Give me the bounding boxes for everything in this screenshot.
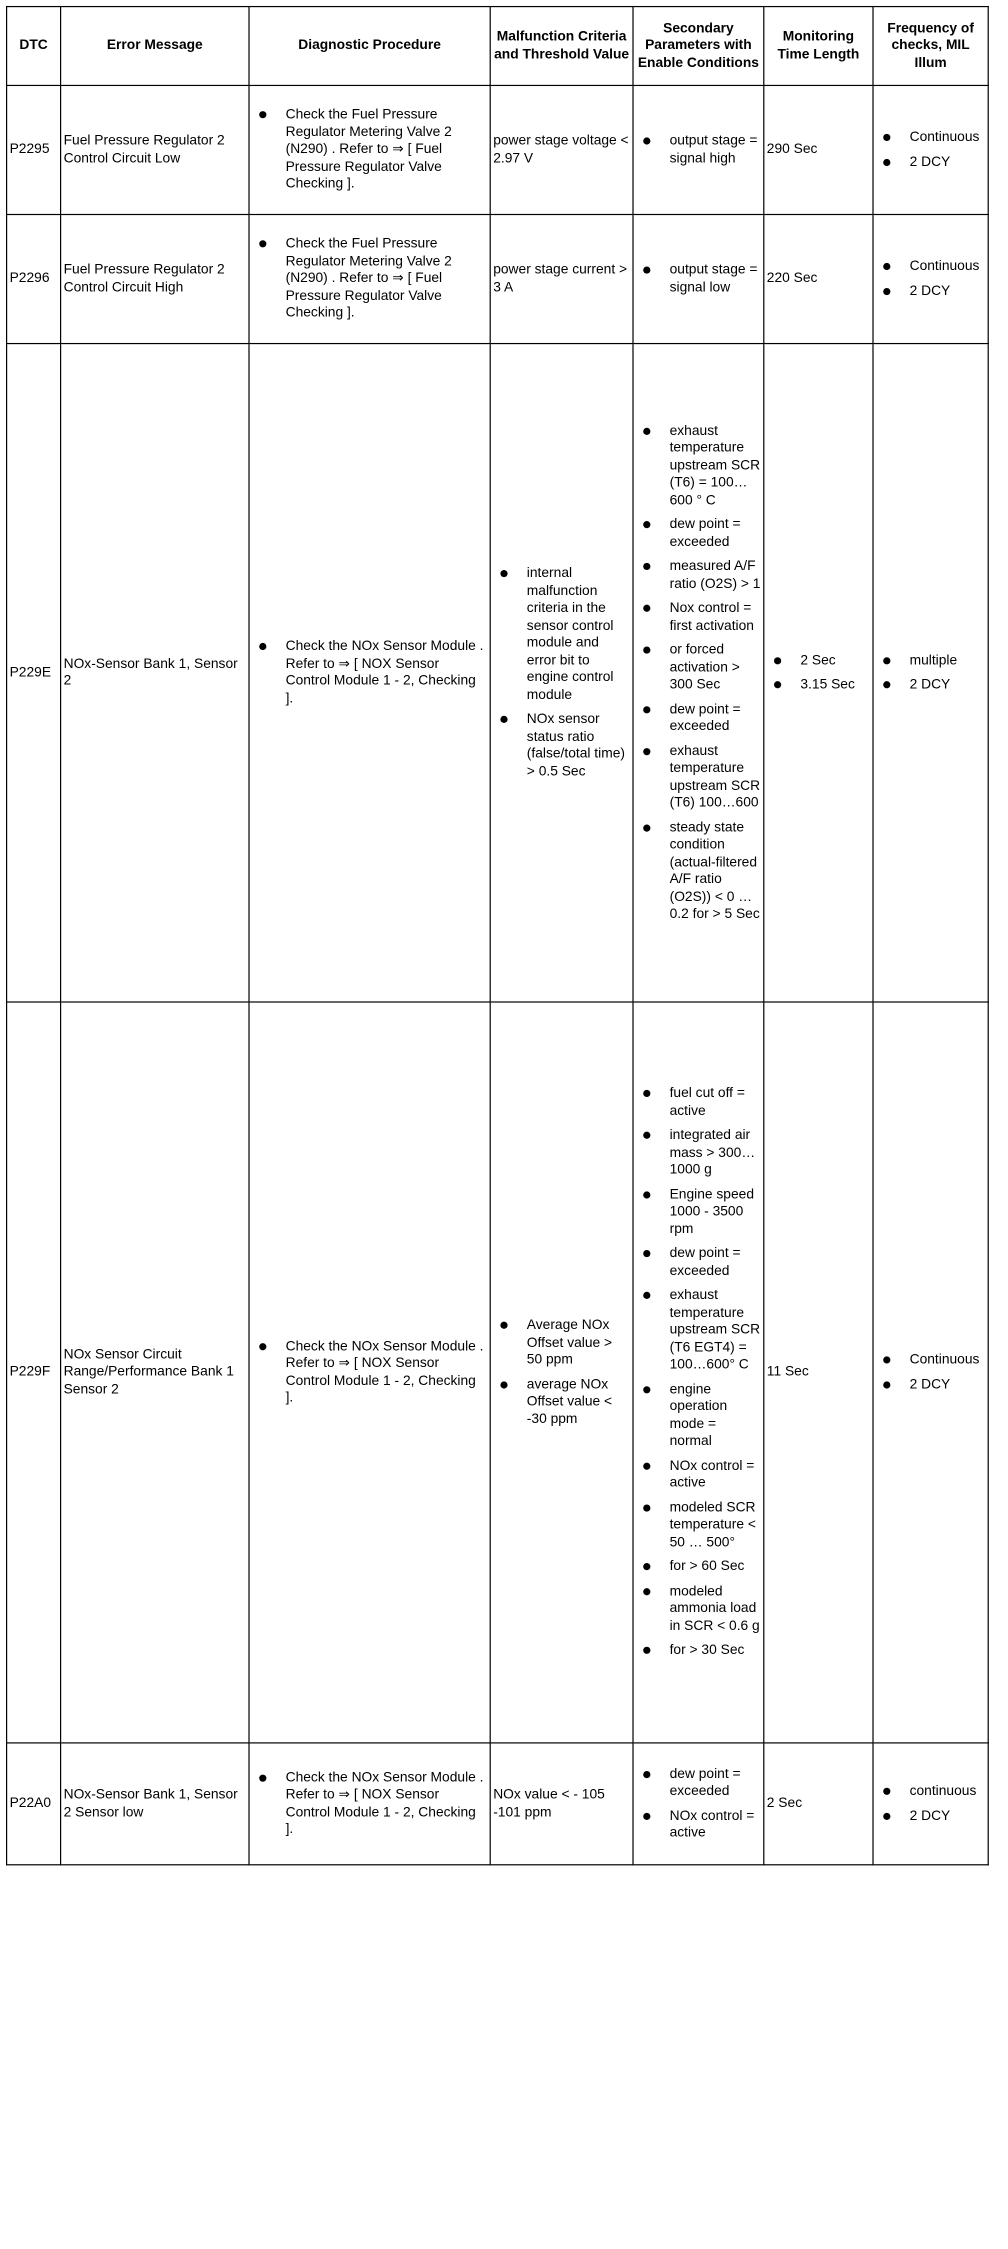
col-header-dtc: DTC (7, 7, 61, 86)
list-item: 3.15 Sec (772, 676, 870, 693)
malfunction-list (493, 1317, 630, 1428)
list-item: dew point = exceeded (641, 1766, 761, 1801)
secondary-list (636, 1766, 761, 1842)
dtc-code: P2295 (7, 85, 61, 214)
table-row (7, 85, 989, 214)
error-message: Fuel Pressure Regulator 2 Control Circuit High (61, 215, 249, 344)
table-row (7, 1002, 989, 1743)
table-row (7, 1743, 989, 1865)
malfunction-criteria (490, 1002, 633, 1743)
monitoring-time (764, 344, 873, 1002)
frequency-of-checks (873, 215, 988, 344)
list-item: modeled ammonia load in SCR < 0.6 g (641, 1583, 761, 1635)
list-item: Continuous (881, 1352, 985, 1369)
list-item: steady state condition (actual-filtered A/F ratio (O2S)) < 0 … 0.2 for > 5 Sec (641, 819, 761, 923)
diagnostic-procedure (249, 1743, 490, 1865)
diagnostic-procedure (249, 344, 490, 1002)
dtc-table (6, 6, 989, 1865)
table-row (7, 215, 989, 344)
monitoring-time: 220 Sec (764, 215, 873, 344)
list-item: integrated air mass > 300…1000 g (641, 1127, 761, 1179)
list-item: for > 30 Sec (641, 1642, 761, 1659)
error-message: Fuel Pressure Regulator 2 Control Circuit Low (61, 85, 249, 214)
procedure-list (252, 1769, 487, 1838)
list-item: average NOx Offset value < -30 ppm (498, 1376, 630, 1428)
malfunction-criteria: NOx value < - 105 -101 ppm (490, 1743, 633, 1865)
frequency-list (876, 129, 985, 171)
dtc-code: P229F (7, 1002, 61, 1743)
error-message: NOx Sensor Circuit Range/Performance Bank 1 Sensor 2 (61, 1002, 249, 1743)
secondary-parameters (633, 85, 764, 214)
monitoring-time: 290 Sec (764, 85, 873, 214)
list-item: exhaust temperature upstream SCR (T6) = 100…600 ° C (641, 422, 761, 509)
secondary-list (636, 1085, 761, 1659)
list-item: Average NOx Offset value > 50 ppm (498, 1317, 630, 1369)
secondary-parameters (633, 215, 764, 344)
malfunction-criteria: power stage voltage < 2.97 V (490, 85, 633, 214)
list-item: 2 DCY (881, 154, 985, 171)
list-item: Engine speed 1000 - 3500 rpm (641, 1186, 761, 1238)
error-message: NOx-Sensor Bank 1, Sensor 2 (61, 344, 249, 1002)
list-item: 2 DCY (881, 676, 985, 693)
list-item: 2 DCY (881, 1807, 985, 1824)
list-item: continuous (881, 1783, 985, 1800)
col-header-malfunction-criteria: Malfunction Criteria and Threshold Value (490, 7, 633, 86)
secondary-list (636, 133, 761, 168)
list-item: Check the NOx Sensor Module . Refer to ⇒ [ NOX Sensor Control Module 1 - 2, Checking ]. (257, 638, 487, 707)
list-item: Check the NOx Sensor Module . Refer to ⇒ [ NOX Sensor Control Module 1 - 2, Checking ]. (257, 1338, 487, 1407)
col-header-frequency: Frequency of checks, MIL Illum (873, 7, 988, 86)
malfunction-criteria: power stage current > 3 A (490, 215, 633, 344)
frequency-of-checks (873, 1743, 988, 1865)
col-header-monitoring-time: Monitoring Time Length (764, 7, 873, 86)
diagnostic-procedure (249, 1002, 490, 1743)
diagnostic-procedure (249, 85, 490, 214)
frequency-list (876, 1783, 985, 1825)
procedure-list (252, 1338, 487, 1407)
table-row (7, 344, 989, 1002)
secondary-parameters (633, 1002, 764, 1743)
secondary-list (636, 262, 761, 297)
list-item: output stage = signal high (641, 133, 761, 168)
list-item: output stage = signal low (641, 262, 761, 297)
list-item: 2 DCY (881, 1376, 985, 1393)
secondary-parameters (633, 1743, 764, 1865)
list-item: fuel cut off = active (641, 1085, 761, 1120)
list-item: Check the Fuel Pressure Regulator Metering Valve 2 (N290) . Refer to ⇒ [ Fuel Pressure Regulator Valve Checking ]. (257, 107, 487, 194)
dtc-code: P22A0 (7, 1743, 61, 1865)
dtc-code: P2296 (7, 215, 61, 344)
secondary-parameters (633, 344, 764, 1002)
list-item: 2 DCY (881, 283, 985, 300)
list-item: Continuous (881, 129, 985, 146)
list-item: engine operation mode = normal (641, 1381, 761, 1450)
list-item: NOx control = active (641, 1807, 761, 1842)
frequency-of-checks (873, 1002, 988, 1743)
procedure-list (252, 236, 487, 323)
list-item: dew point = exceeded (641, 701, 761, 736)
procedure-list (252, 638, 487, 707)
frequency-list (876, 1352, 985, 1394)
list-item: NOx sensor status ratio (false/total time) > 0.5 Sec (498, 711, 630, 780)
monitoring-time: 11 Sec (764, 1002, 873, 1743)
list-item: exhaust temperature upstream SCR (T6 EGT4) = 100…600° C (641, 1287, 761, 1374)
list-item: measured A/F ratio (O2S) > 1 (641, 558, 761, 593)
frequency-list (876, 652, 985, 694)
secondary-list (636, 422, 761, 923)
col-header-diagnostic-procedure: Diagnostic Procedure (249, 7, 490, 86)
list-item: internal malfunction criteria in the sensor control module and error bit to engine control module (498, 565, 630, 704)
list-item: Check the Fuel Pressure Regulator Metering Valve 2 (N290) . Refer to ⇒ [ Fuel Pressure Regulator Valve Checking ]. (257, 236, 487, 323)
malfunction-criteria (490, 344, 633, 1002)
list-item: modeled SCR temperature < 50 … 500° (641, 1499, 761, 1551)
diagnostic-procedure (249, 215, 490, 344)
frequency-of-checks (873, 85, 988, 214)
procedure-list (252, 107, 487, 194)
error-message: NOx-Sensor Bank 1, Sensor 2 Sensor low (61, 1743, 249, 1865)
list-item: exhaust temperature upstream SCR (T6) 100…600 (641, 743, 761, 812)
list-item: Check the NOx Sensor Module . Refer to ⇒ [ NOX Sensor Control Module 1 - 2, Checking ]. (257, 1769, 487, 1838)
monitoring-list (767, 652, 870, 694)
malfunction-list (493, 565, 630, 780)
frequency-of-checks (873, 344, 988, 1002)
dtc-code: P229E (7, 344, 61, 1002)
table-body (7, 85, 989, 1864)
list-item: for > 60 Sec (641, 1559, 761, 1576)
col-header-secondary-parameters: Secondary Parameters with Enable Conditions (633, 7, 764, 86)
list-item: Nox control = first activation (641, 600, 761, 635)
frequency-list (876, 258, 985, 300)
monitoring-time: 2 Sec (764, 1743, 873, 1865)
list-item: multiple (881, 652, 985, 669)
list-item: Continuous (881, 258, 985, 275)
header-row (7, 7, 989, 86)
col-header-error-message: Error Message (61, 7, 249, 86)
list-item: dew point = exceeded (641, 1245, 761, 1280)
list-item: dew point = exceeded (641, 516, 761, 551)
list-item: or forced activation > 300 Sec (641, 642, 761, 694)
list-item: 2 Sec (772, 652, 870, 669)
list-item: NOx control = active (641, 1458, 761, 1493)
